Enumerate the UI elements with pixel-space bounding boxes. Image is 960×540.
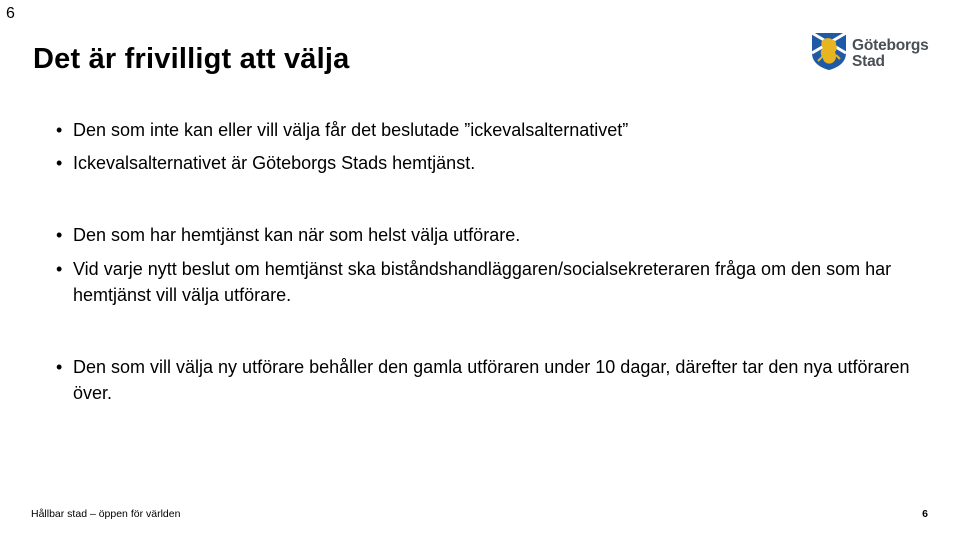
- bullet-item: • Den som har hemtjänst kan när som helst välja utförare.: [56, 222, 926, 248]
- corner-slide-number: 6: [6, 5, 15, 22]
- bullet-item: • Den som vill välja ny utförare behåller den gamla utföraren under 10 dagar, därefter tar den nya utföraren över.: [56, 354, 926, 406]
- footer-page-number: 6: [922, 508, 928, 520]
- goteborgs-stad-logo: [810, 30, 930, 74]
- logo-text-line2: Stad: [852, 53, 885, 70]
- bullet-item: • Vid varje nytt beslut om hemtjänst ska biståndshandläggaren/socialsekreteraren fråga om den som har hemtjänst vill välja utförare.: [56, 256, 926, 308]
- logo-text-line1: Göteborgs: [852, 37, 929, 54]
- page-title: Det är frivilligt att välja: [33, 43, 350, 75]
- bullet-item: • Ickevalsalternativet är Göteborgs Stads hemtjänst.: [56, 150, 926, 176]
- bullet-item: • Den som inte kan eller vill välja får det beslutade ”ickevalsalternativet”: [56, 117, 926, 143]
- footer-tagline: Hållbar stad – öppen för världen: [31, 508, 181, 520]
- goteborg-coat-of-arms-icon: [810, 31, 848, 71]
